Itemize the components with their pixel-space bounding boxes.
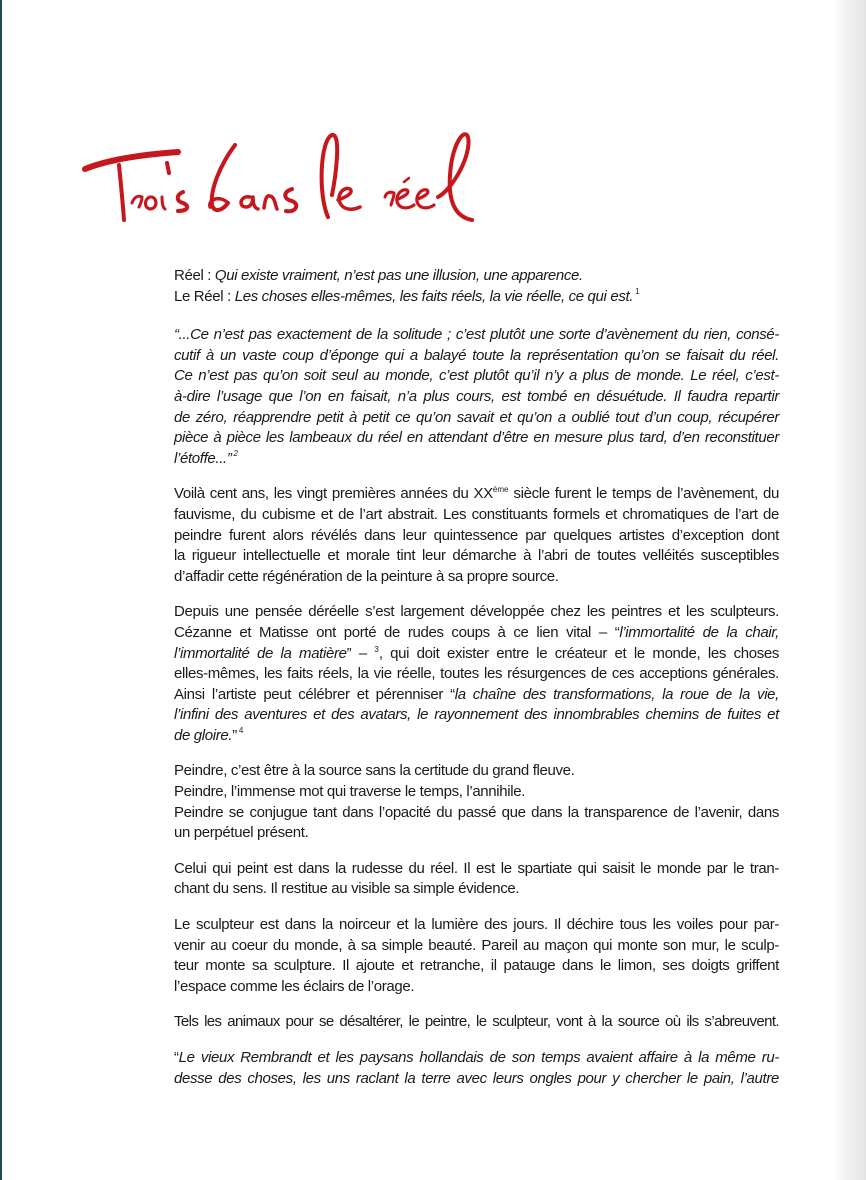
footnote-ref: 1 <box>635 286 640 296</box>
paragraph-depuis <box>174 602 779 746</box>
text-line: fauvisme, du cubisme et de l’art abstrait. Les constituants formels et chromatiques de l’art de <box>174 505 779 523</box>
quoted-fragment: l’immortalité de la matière <box>174 644 347 662</box>
open-quote: “ <box>174 1049 179 1066</box>
text-line: peindre furent alors révélés dans leur quintessence par quelques artistes d’exception dont <box>174 526 779 544</box>
text-line <box>174 644 779 665</box>
definition-line <box>174 287 779 308</box>
paragraph-tels <box>174 1012 779 1033</box>
text-line: la rigueur intellectuelle et morale tint leur démarche à l’abri de toutes velléités susceptibles <box>174 547 779 565</box>
text-line: chant du sens. Il restitue au visible sa simple évidence. <box>174 880 520 898</box>
text-line: d’affadir cette régénération de la peinture à sa propre source. <box>174 567 559 585</box>
text-line-content: l’étoffe...” <box>174 449 232 467</box>
paragraph-voila <box>174 484 779 587</box>
paragraph-sculpteur <box>174 915 779 997</box>
footnote-ref: 2 <box>233 448 238 458</box>
text-fragment: ” – <box>346 644 375 662</box>
quoted-fragment: de gloire. <box>174 726 233 744</box>
definition-term: Le Réel : <box>174 287 235 305</box>
definition-text: Les choses elles-mêmes, les faits réels, la vie réelle, ce qui est. <box>234 287 634 305</box>
text-line: pièce à pièce les lambeaux du réel en attendant d’être en mesure plus tard, d’en reconstituer <box>174 429 779 447</box>
quoted-fragment: la chaîne des transformations, la roue de la vie, <box>454 685 779 703</box>
text-line: teur monte sa sculpture. Il ajoute et retranche, il patauge dans le limon, ses doigts griffent <box>174 957 779 975</box>
text-line: de zéro, réapprendre petit à petit ce qu’on savait et qu’on a oublié tout d’un coup, récupérer <box>174 408 779 426</box>
text-line <box>174 484 779 505</box>
text-line: l’infini des aventures et des avatars, le rayonnement des innombrables chemins de fuites et <box>174 706 779 724</box>
page-gutter-shadow <box>832 0 866 1180</box>
text-line: venir au coeur du monde, à sa simple beauté. Pareil au maçon qui monte son mur, le sculp- <box>174 936 779 954</box>
text-line: elles-mêmes, les faits réels, la vie réelle, toutes les résurgences de ces acceptions générales. <box>174 665 779 683</box>
text-line: cutif à un vaste coup d’éponge qui a balayé toute la représentation qu’on se faisait du réel. <box>174 346 779 364</box>
text-line: Peindre se conjugue tant dans l’opacité du passé que dans la transparence de l’avenir, dans <box>174 803 779 821</box>
footnote-ref: 3 <box>374 644 379 654</box>
text-line <box>174 1048 779 1069</box>
page-title <box>80 125 660 235</box>
text-line <box>174 726 779 747</box>
footnote-ref: 4 <box>238 725 243 735</box>
text-line: desse des choses, les uns raclant la terre avec leurs ongles pour y chercher le pain, l’autre <box>174 1069 779 1087</box>
text-line: “...Ce n’est pas exactement de la solitude ; c’est plutôt une sorte d’avènement du rien, consé- <box>174 326 779 344</box>
title-strokes <box>85 134 472 220</box>
page-left-border <box>0 0 2 1180</box>
definition-term: Réel : <box>174 267 215 284</box>
quote-paragraph-1 <box>174 325 779 469</box>
superscript: ème <box>492 485 509 495</box>
text-fragment: Ainsi l’artiste peut célébrer et pérenniser “ <box>174 685 455 703</box>
text-line: Celui qui peint est dans la rudesse du réel. Il est le spartiate qui saisit le monde par le tran- <box>174 859 779 877</box>
text-fragment: , qui doit exister entre le créateur et le monde, les choses <box>378 644 779 662</box>
text-fragment: Voilà cent ans, les vingt premières années du XX <box>174 485 493 503</box>
handwritten-title-graphic <box>80 125 660 235</box>
text-line <box>174 449 779 470</box>
quoted-fragment: Le vieux Rembrandt et les paysans hollandais de son temps avaient affaire à la même ru- <box>178 1049 779 1066</box>
text-line: Ce n’est pas qu’on soit seul au monde, c’est plutôt qu’il n’y a plus de monde. Le réel, c’est- <box>174 367 779 385</box>
text-line: Depuis une pensée déréelle s’est largement développée chez les peintres et les sculpteurs. <box>174 603 779 621</box>
text-fragment: Cézanne et Matisse ont porté de rudes coups à ce lien vital – “ <box>174 623 620 641</box>
quote-paragraph-2 <box>174 1048 779 1089</box>
text-line: Peindre, l’immense mot qui traverse le temps, l’annihile. <box>174 783 526 801</box>
definitions-block <box>174 266 779 307</box>
text-line: Peindre, c’est être à la source sans la certitude du grand fleuve. <box>174 762 575 780</box>
text-line: Tels les animaux pour se désaltérer, le peintre, le sculpteur, vont à la source où ils s’abreuvent. <box>174 1013 779 1031</box>
text-line <box>174 623 779 644</box>
article-body <box>174 266 779 1104</box>
definition-line <box>174 266 779 287</box>
text-line: l’espace comme les éclairs de l’orage. <box>174 977 415 995</box>
paragraph-celui <box>174 859 779 900</box>
paragraph-peindre <box>174 761 779 843</box>
text-line: à-dire l’usage que l’on en faisait, n’a plus cours, est tombé en désuétude. Il faudra repartir <box>174 387 779 405</box>
text-line: un perpétuel présent. <box>174 824 309 842</box>
text-line <box>174 685 779 706</box>
definition-text: Qui existe vraiment, n’est pas une illusion, une apparence. <box>214 267 583 284</box>
text-fragment: siècle furent le temps de l’avènement, du <box>508 485 779 503</box>
text-line: Le sculpteur est dans la noirceur et la lumière des jours. Il déchire tous les voiles pour par- <box>174 916 779 934</box>
text-fragment: ” <box>232 726 237 744</box>
quoted-fragment: l’immortalité de la chair, <box>619 623 780 641</box>
